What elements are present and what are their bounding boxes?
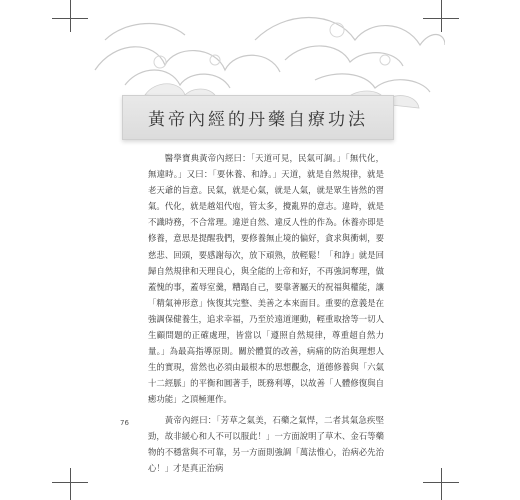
page-title: 黃帝內經的丹藥自療功法	[148, 110, 368, 130]
page-number: 76	[120, 419, 129, 427]
crop-mark-bottom-right-h	[423, 482, 459, 483]
crop-mark-bottom-right-v	[441, 468, 442, 500]
crop-mark-top-left-v	[70, 0, 71, 32]
paragraph: 黃帝內經曰：「芳草之氣美，石藥之氣悍，二者其氣急疾堅勁，故非緩心和人不可以服此！」一方面說明了草木、金石等藥物的不穩當與不可靠，另一方面則強調「萬法惟心，治病必先治心！」才是真正治病	[148, 414, 384, 473]
crop-mark-top-left-h	[52, 18, 88, 19]
title-banner	[122, 95, 394, 140]
crop-mark-bottom-left-h	[52, 482, 88, 483]
paragraph: 醫學寶典黃帝內經曰：「天道可見，民氣可調。」「無代化，無違時。」又曰：「要休養、和諍。」天道，就是自然規律，就是老天爺的旨意。民氣，就是心氣，就是人氣，就是眾生皆然的習氣。代化，就是越俎代庖，管太多，攪亂界的意志。違時，就是不識時務，不合常理。違逆自然、違反人性的作為。休養亦即是修養，意思是提醒我們，要修養無止境的偏好，貪求與衝刺，要慈悲、回頭，要感謝每次，放下頑熟，放輕鬆！「和諍」就是回歸自然規律和天理良心，與全能的上帝和好，不再強詞奪理，做蓋愧的事，蓋辱室羹，糟蹋自己，要靠著屬天的祝福與權能，讓「精氣神形意」恢復其完整、美善之本來面目。重要的意義是在強調保健養生，追求幸福，乃至於遠道運動，輕重取捨等一切人生顧問題的正確處理，皆當以「遵照自然規律，尊重超自然力量。」為最高指導原則。關於體質的改善，病痛的防治與理想人生的實現，當然也必須由最根本的思想觀念，道德修養與「六氣十二經脈」的平衡和圓著手，既務利導，以故善「人體修復與自癒功能」之頂極運作。	[148, 153, 384, 405]
body-text	[148, 150, 384, 480]
crop-mark-bottom-left-v	[70, 468, 71, 500]
